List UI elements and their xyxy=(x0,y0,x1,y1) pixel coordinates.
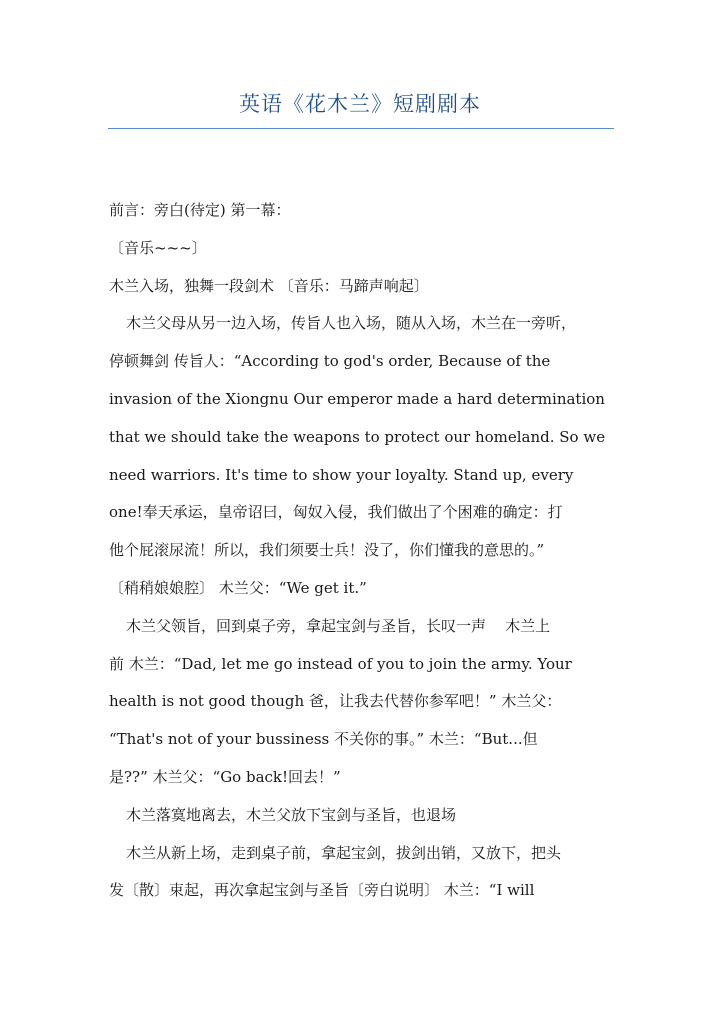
text-line: “That's not of your bussiness 不关你的事。” 木兰：“But...但 xyxy=(109,730,538,749)
text-line: invasion of the Xiongnu Our emperor made a hard determination xyxy=(109,389,605,408)
text-line: 前 木兰：“Dad, let me go instead of you to join the army. Your xyxy=(109,654,572,673)
title-underline xyxy=(108,128,614,129)
text-line: 木兰从新上场，走到桌子前，拿起宝剑，拔剑出销，又放下，把头 xyxy=(126,843,562,862)
text-line: 前言：旁白(待定) 第一幕： xyxy=(109,201,291,219)
text-line: 木兰父领旨，回到桌子旁，拿起宝剑与圣旨，长叹一声 木兰上 xyxy=(126,616,551,635)
text-line: 是??” 木兰父：“Go back!回去！” xyxy=(109,767,341,786)
text-line: health is not good though 爸，让我去代替你参军吧！” 木兰父： xyxy=(109,692,562,711)
text-line: 木兰父母从另一边入场，传旨人也入场，随从入场，木兰在一旁听， xyxy=(126,314,577,333)
text-line: 停顿舞剑 传旨人：“According to god's order, Because of the xyxy=(109,352,551,371)
text-line: 木兰落寞地离去，木兰父放下宝剑与圣旨，也退场 xyxy=(126,805,457,824)
text-line: need warriors. It's time to show your loyalty. Stand up, every xyxy=(109,465,574,484)
text-line: 发〔散〕束起，再次拿起宝剑与圣旨〔旁白说明〕 木兰：“I will xyxy=(109,881,535,900)
text-line: 木兰入场，独舞一段剑术 〔音乐：马蹄声响起〕 xyxy=(109,276,429,295)
text-line: 〔音乐~~~〕 xyxy=(109,238,207,257)
text-line: 〔稍稍娘娘腔〕 木兰父：“We get it.” xyxy=(109,578,367,597)
script-body xyxy=(109,192,629,910)
text-line: that we should take the weapons to protect our homeland. So we xyxy=(109,427,606,446)
text-line: 他个屁滚尿流！所以，我们须要士兵！没了，你们懂我的意思的。” xyxy=(109,541,545,560)
document-title: 英语《花木兰》短剧剧本 xyxy=(239,92,481,116)
text-line: one!奉天承运，皇帝诏曰，匈奴入侵，我们做出了个困难的确定：打 xyxy=(109,503,563,522)
